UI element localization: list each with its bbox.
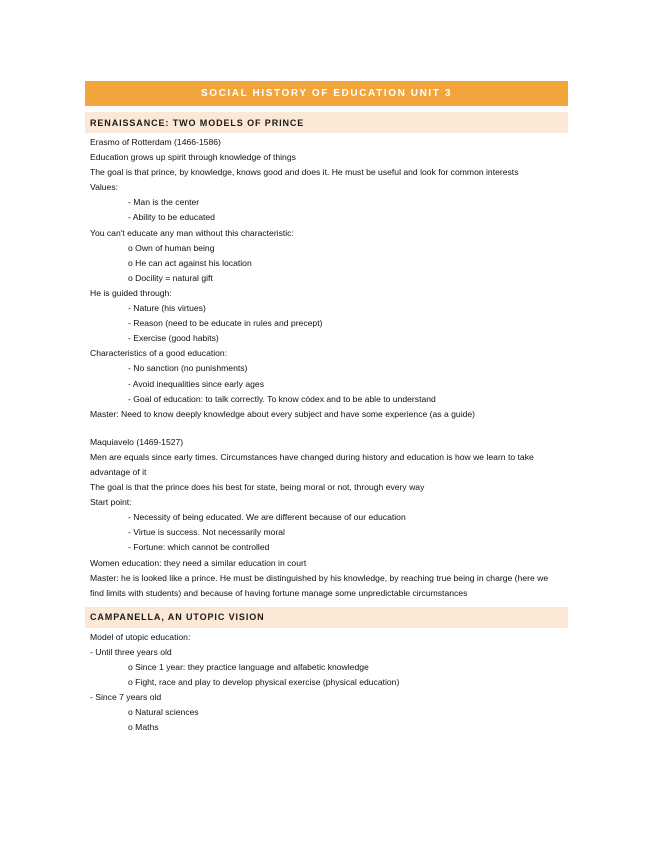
bullet-item: - Exercise (good habits) — [128, 333, 219, 344]
sub-bullet-item: o Docility = natural gift — [128, 272, 213, 283]
bullet-item: - Man is the center — [128, 197, 200, 208]
bullet-item: - No sanction (no punishments) — [128, 363, 248, 374]
section-heading-campanella: CAMPANELLA, AN UTOPIC VISION — [85, 607, 568, 628]
bullet-item: - Until three years old — [90, 646, 172, 657]
text-line: You can't educate any man without this characteristic: — [90, 227, 294, 238]
sub-bullet-item: o Fight, race and play to develop physical exercise (physical education) — [128, 677, 400, 688]
document-content — [85, 81, 568, 735]
sub-bullet-item: o Natural sciences — [128, 707, 199, 718]
text-line: He is guided through: — [90, 287, 172, 298]
bullet-item: - Goal of education: to talk correctly. To know códex and to be able to understand — [128, 393, 436, 404]
section-body-campanella — [85, 628, 568, 736]
bullet-item: - Necessity of being educated. We are different because of our education — [128, 512, 406, 523]
text-paragraph: Men are equals since early times. Circumstances have changed during history and education is how we learn to take advantage of it — [90, 451, 534, 477]
bullet-item: - Virtue is success. Not necessarily moral — [128, 527, 285, 538]
author-heading: Maquiavelo (1469-1527) — [90, 436, 184, 447]
text-line: Values: — [90, 182, 119, 193]
section-body-renaissance — [85, 133, 568, 601]
text-line: Master: Need to know deeply knowledge about every subject and have some experience (as a guide) — [90, 408, 476, 419]
text-line: Characteristics of a good education: — [90, 348, 228, 359]
text-line: Education grows up spirit through knowledge of things — [90, 152, 296, 163]
text-line: Women education: they need a similar education in court — [90, 557, 307, 568]
sub-bullet-item: o Own of human being — [128, 242, 215, 253]
bullet-item: - Ability to be educated — [128, 212, 215, 223]
text-line: The goal is that the prince does his best for state, being moral or not, through every way — [90, 482, 425, 493]
sub-bullet-item: o Maths — [128, 722, 159, 733]
text-paragraph: Master: he is looked like a prince. He must be distinguished by his knowledge, by reaching true being in charge (here we find limits with students) and because of having fortune manage some unpredictable circumstances — [90, 572, 549, 598]
bullet-item: - Nature (his virtues) — [128, 303, 206, 314]
bullet-item: - Fortune: which cannot be controlled — [128, 542, 270, 553]
sub-bullet-item: o He can act against his location — [128, 257, 252, 268]
sub-bullet-item: o Since 1 year: they practice language and alfabetic knowledge — [128, 662, 369, 672]
text-paragraph: The goal is that prince, by knowledge, knows good and does it. He must be useful and look for common interests — [90, 167, 519, 178]
section-heading-renaissance: RENAISSANCE: TWO MODELS OF PRINCE — [85, 112, 568, 133]
bullet-item: - Reason (need to be educate in rules and precept) — [128, 318, 323, 329]
text-line: Start point: — [90, 497, 132, 508]
bullet-item: - Avoid inequalities since early ages — [128, 378, 264, 389]
document-title: SOCIAL HISTORY OF EDUCATION UNIT 3 — [85, 81, 568, 106]
bullet-item: - Since 7 years old — [90, 692, 162, 703]
author-heading: Erasmo of Rotterdam (1466-1586) — [90, 137, 221, 147]
text-line: Model of utopic education: — [90, 631, 191, 642]
